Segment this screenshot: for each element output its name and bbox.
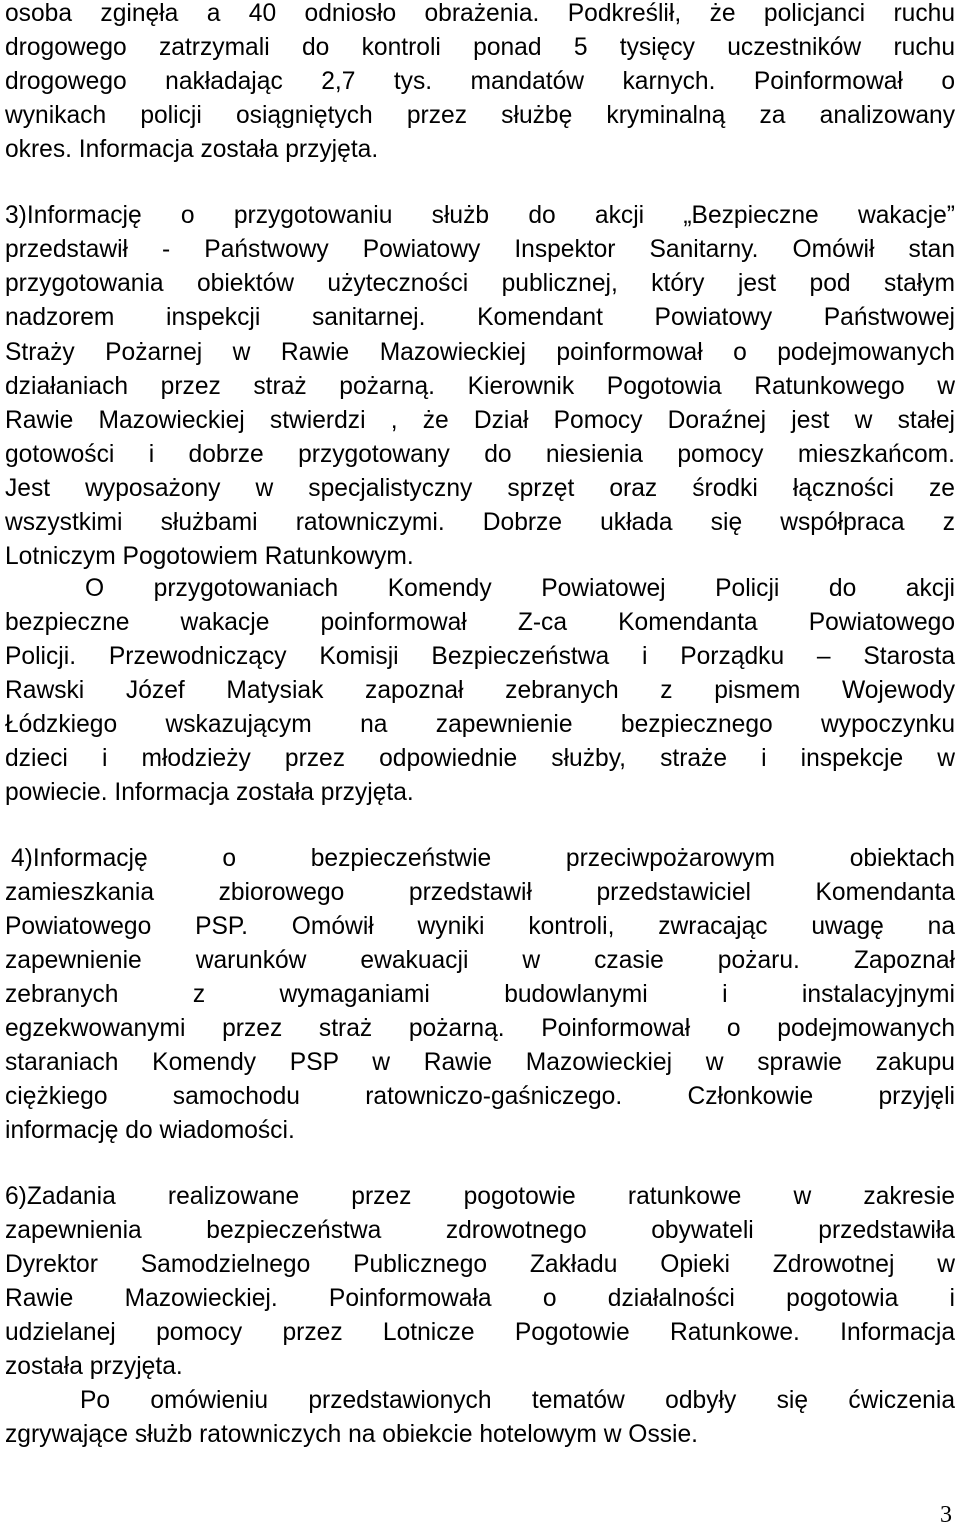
text-line: ciężkiego samochodu ratowniczo-gaśniczego. Członkowie przyjęli: [5, 1083, 955, 1110]
text-line: egzekwowanymi przez straż pożarną. Poinformował o podejmowanych: [5, 1015, 955, 1042]
text-line: Straży Pożarnej w Rawie Mazowieckiej poinformował o podejmowanych: [5, 339, 955, 366]
text-line: Powiatowego PSP. Omówił wyniki kontroli, zwracając uwagę na: [5, 913, 955, 940]
text-line: 3)Informację o przygotowaniu służb do akcji „Bezpieczne wakacje”: [5, 202, 955, 229]
text-line: 4)Informację o bezpieczeństwie przeciwpożarowym obiektach: [11, 845, 955, 872]
text-line: 6)Zadania realizowane przez pogotowie ratunkowe w zakresie: [5, 1183, 955, 1210]
text-line: zamieszkania zbiorowego przedstawił przedstawiciel Komendanta: [5, 879, 955, 906]
text-line: przedstawił - Państwowy Powiatowy Inspektor Sanitarny. Omówił stan: [5, 236, 955, 263]
text-line: udzielanej pomocy przez Lotnicze Pogotowie Ratunkowe. Informacja: [5, 1319, 955, 1346]
text-line: osoba zginęła a 40 odniosło obrażenia. Podkreślił, że policjanci ruchu: [5, 0, 955, 27]
text-line: zapewnienia bezpieczeństwa zdrowotnego obywateli przedstawiła: [5, 1217, 955, 1244]
text-line: bezpieczne wakacje poinformował Z-ca Komendanta Powiatowego: [5, 609, 955, 636]
text-line: informację do wiadomości.: [5, 1117, 295, 1144]
text-line: staraniach Komendy PSP w Rawie Mazowieckiej w sprawie zakupu: [5, 1049, 955, 1076]
text-line: Po omówieniu przedstawionych tematów odbyły się ćwiczenia: [80, 1387, 955, 1414]
text-line: okres. Informacja została przyjęta.: [5, 136, 379, 163]
text-line: Rawie Mazowieckiej. Poinformowała o działalności pogotowia i: [5, 1285, 955, 1312]
text-line: powiecie. Informacja została przyjęta.: [5, 779, 414, 806]
text-line: Jest wyposażony w specjalistyczny sprzęt oraz środki łączności ze: [5, 475, 955, 502]
text-line: Rawie Mazowieckiej stwierdzi , że Dział Pomocy Doraźnej jest w stałej: [5, 407, 955, 434]
text-line: Łódzkiego wskazującym na zapewnienie bezpiecznego wypoczynku: [5, 711, 955, 738]
text-line: wszystkimi służbami ratowniczymi. Dobrze układa się współpraca z: [5, 509, 955, 536]
text-line: przygotowania obiektów użyteczności publicznej, który jest pod stałym: [5, 270, 955, 297]
text-line: Lotniczym Pogotowiem Ratunkowym.: [5, 543, 414, 570]
page-number: 3: [940, 1502, 952, 1528]
text-line: działaniach przez straż pożarną. Kierownik Pogotowia Ratunkowego w: [5, 373, 955, 400]
text-line: Dyrektor Samodzielnego Publicznego Zakładu Opieki Zdrowotnej w: [5, 1251, 955, 1278]
text-line: dzieci i młodzieży przez odpowiednie służby, straże i inspekcje w: [5, 745, 955, 772]
text-line: drogowego zatrzymali do kontroli ponad 5 tysięcy uczestników ruchu: [5, 34, 955, 61]
document-page: [5, 0, 955, 1537]
text-line: zebranych z wymaganiami budowlanymi i instalacyjnymi: [5, 981, 955, 1008]
text-line: została przyjęta.: [5, 1353, 183, 1380]
text-line: gotowości i dobrze przygotowany do niesienia pomocy mieszkańcom.: [5, 441, 955, 468]
text-line: zgrywające służb ratowniczych na obiekcie hotelowym w Ossie.: [5, 1421, 699, 1448]
text-line: nadzorem inspekcji sanitarnej. Komendant Powiatowy Państwowej: [5, 304, 955, 331]
text-line: Policji. Przewodniczący Komisji Bezpieczeństwa i Porządku – Starosta: [5, 643, 955, 670]
text-line: O przygotowaniach Komendy Powiatowej Policji do akcji: [85, 575, 955, 602]
text-line: drogowego nakładając 2,7 tys. mandatów karnych. Poinformował o: [5, 68, 955, 95]
text-line: wynikach policji osiągniętych przez służbę kryminalną za analizowany: [5, 102, 955, 129]
text-line: Rawski Józef Matysiak zapoznał zebranych z pismem Wojewody: [5, 677, 955, 704]
text-line: zapewnienie warunków ewakuacji w czasie pożaru. Zapoznał: [5, 947, 955, 974]
